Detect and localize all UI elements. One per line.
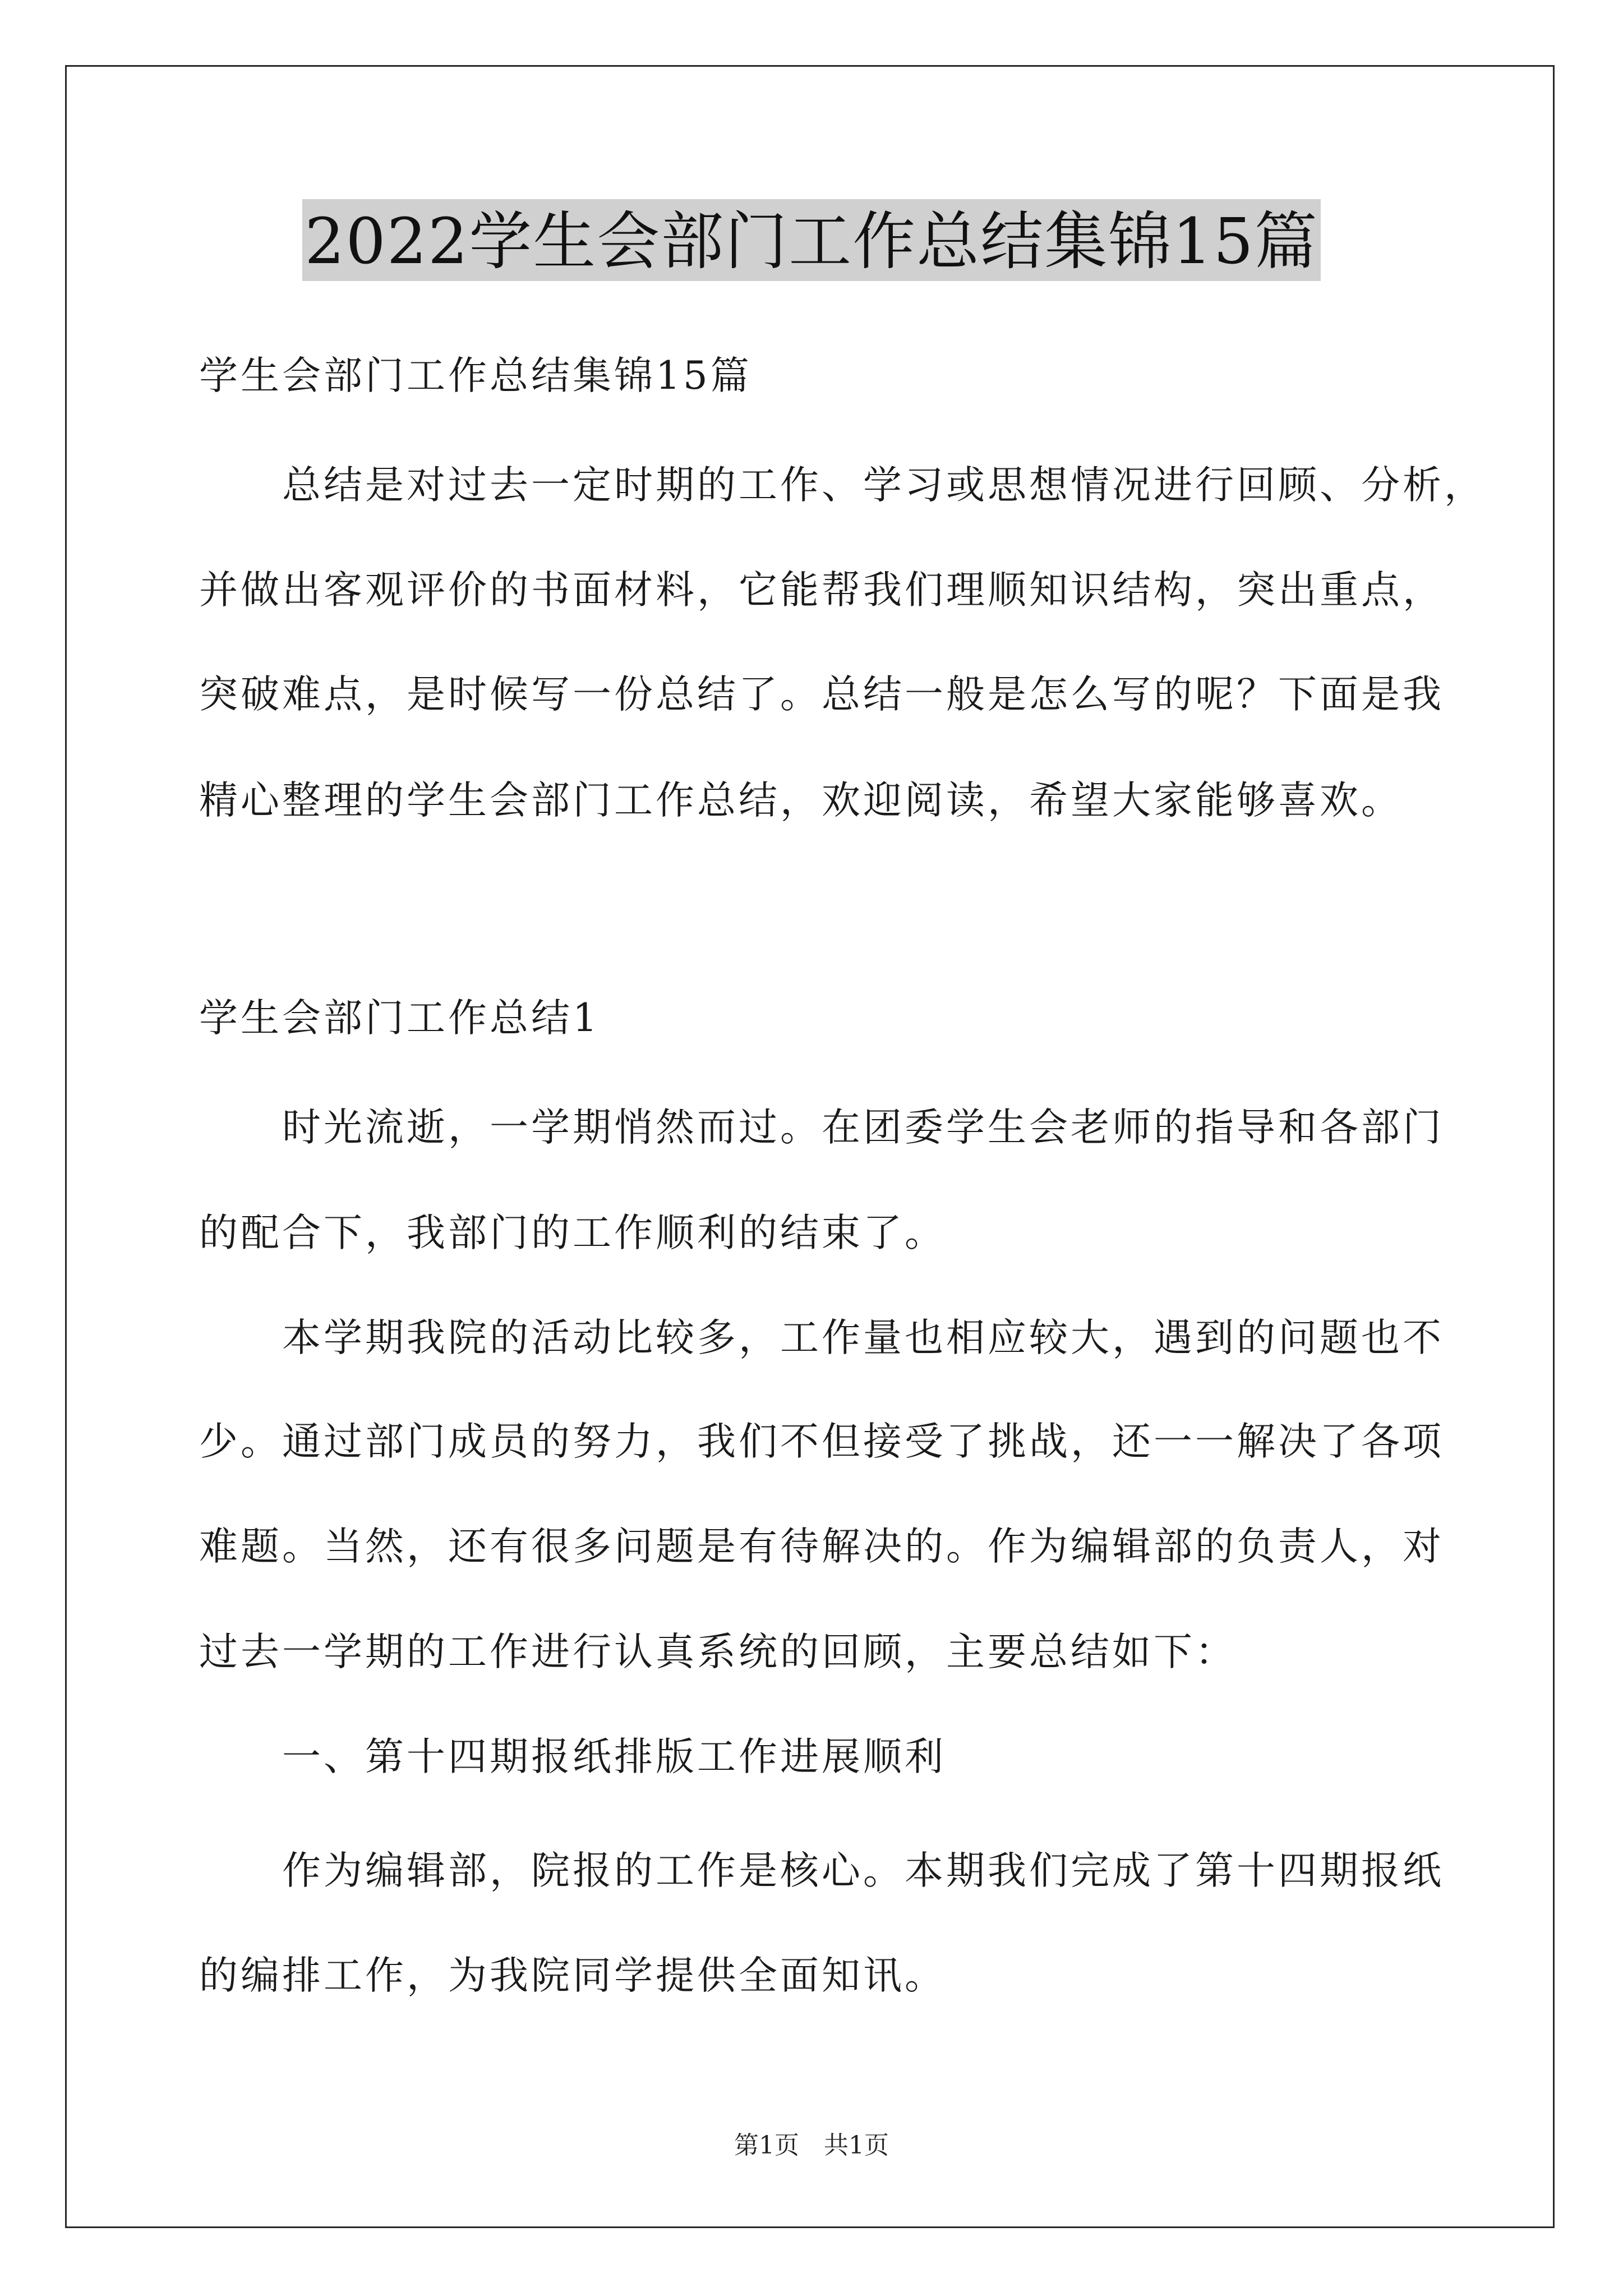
paragraph-line: 少。通过部门成员的努力，我们不但接受了挑战，还一一解决了各项 xyxy=(199,1419,1444,1464)
paragraph-line: 突破难点，是时候写一份总结了。总结一般是怎么写的呢？下面是我 xyxy=(199,672,1444,717)
paragraph-line: 的编排工作，为我院同学提供全面知讯。 xyxy=(199,1953,946,1998)
subheading-line: 一、第十四期报纸排版工作进展顺利 xyxy=(282,1734,946,1779)
paragraph-line: 并做出客观评价的书面材料，它能帮我们理顺知识结构，突出重点， xyxy=(199,568,1444,613)
paragraph-line: 过去一学期的工作进行认真系统的回顾，主要总结如下： xyxy=(199,1630,1237,1674)
paragraph-line: 本学期我院的活动比较多，工作量也相应较大，遇到的问题也不 xyxy=(282,1315,1444,1360)
paragraph-line: 精心整理的学生会部门工作总结，欢迎阅读，希望大家能够喜欢。 xyxy=(199,778,1403,823)
paragraph-line: 作为编辑部，院报的工作是核心。本期我们完成了第十四期报纸 xyxy=(282,1848,1444,1893)
document-title: 2022学生会部门工作总结集锦15篇 xyxy=(302,199,1321,281)
section-heading: 学生会部门工作总结1 xyxy=(199,996,600,1041)
page-number-total: 共1页 xyxy=(824,2131,889,2160)
paragraph-line: 时光流逝，一学期悄然而过。在团委学生会老师的指导和各部门 xyxy=(282,1105,1444,1150)
paragraph-line: 难题。当然，还有很多问题是有待解决的。作为编辑部的负责人，对 xyxy=(199,1524,1444,1569)
page-number-current: 第1页 xyxy=(734,2131,799,2160)
paragraph-line: 的配合下，我部门的工作顺利的结束了。 xyxy=(199,1211,946,1255)
paragraph-line: 总结是对过去一定时期的工作、学习或思想情况进行回顾、分析， xyxy=(282,463,1486,508)
subtitle-line: 学生会部门工作总结集锦15篇 xyxy=(199,353,752,398)
page-footer xyxy=(0,2129,1623,2162)
title-container xyxy=(0,199,1623,281)
